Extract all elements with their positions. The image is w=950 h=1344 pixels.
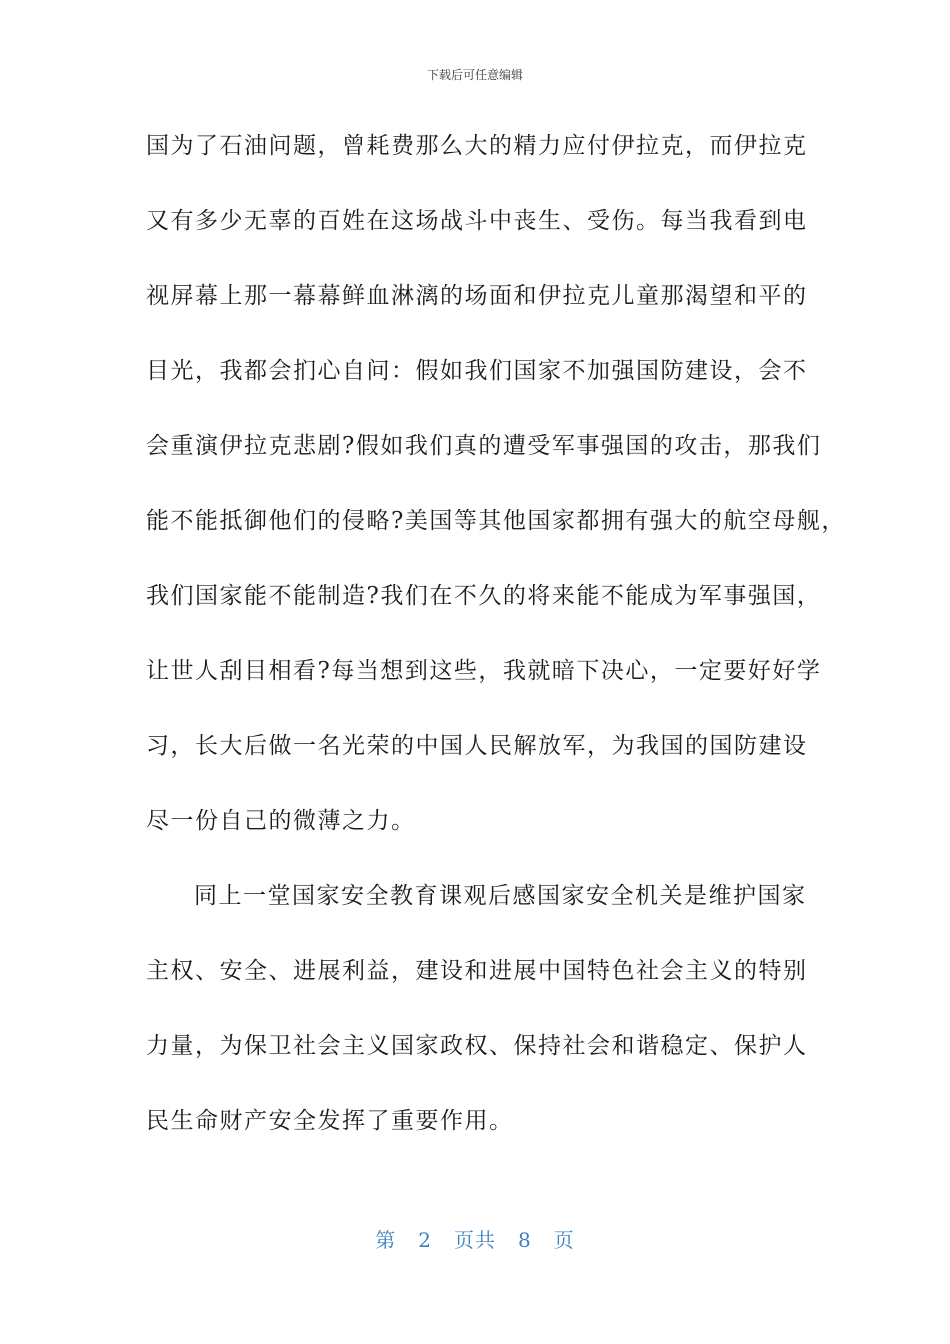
text-line: 国为了石油问题，曾耗费那么大的精力应付伊拉克，而伊拉克 xyxy=(146,133,808,159)
text-line: 习，长大后做一名光荣的中国人民解放军，为我国的国防建设 xyxy=(146,733,808,759)
current-page-number: 2 xyxy=(418,1228,432,1252)
total-pages-number: 8 xyxy=(518,1228,532,1252)
text-line: 主权、安全、进展利益，建设和进展中国特色社会主义的特别 xyxy=(146,958,808,984)
footer-prefix: 第 xyxy=(375,1228,397,1252)
footer-middle: 页共 xyxy=(454,1228,496,1252)
text-line: 我们国家能不能制造?我们在不久的将来能不能成为军事强国， xyxy=(146,583,822,609)
page-header: 下载后可任意编辑 xyxy=(426,68,523,82)
text-line: 视屏幕上那一幕幕鲜血淋漓的场面和伊拉克儿童那渴望和平的 xyxy=(146,283,808,309)
paragraph-start-line: 同上一堂国家安全教育课观后感国家安全机关是维护国家 xyxy=(194,883,807,909)
footer-suffix: 页 xyxy=(553,1228,575,1252)
text-line: 力量，为保卫社会主义国家政权、保持社会和谐稳定、保护人 xyxy=(146,1033,808,1059)
text-line: 能不能抵御他们的侵略?美国等其他国家都拥有强大的航空母舰， xyxy=(146,508,846,534)
text-line: 民生命财产安全发挥了重要作用。 xyxy=(146,1108,514,1134)
text-line: 又有多少无辜的百姓在这场战斗中丧生、受伤。每当我看到电 xyxy=(146,208,808,234)
text-line: 尽一份自己的微薄之力。 xyxy=(146,808,416,834)
text-line: 目光，我都会扪心自问：假如我们国家不加强国防建设，会不 xyxy=(146,358,808,384)
text-line: 会重演伊拉克悲剧?假如我们真的遭受军事强国的攻击，那我们 xyxy=(146,433,822,459)
page-footer xyxy=(0,1224,950,1253)
text-line: 让世人刮目相看?每当想到这些，我就暗下决心，一定要好好学 xyxy=(146,658,822,684)
document-body xyxy=(146,128,846,1178)
